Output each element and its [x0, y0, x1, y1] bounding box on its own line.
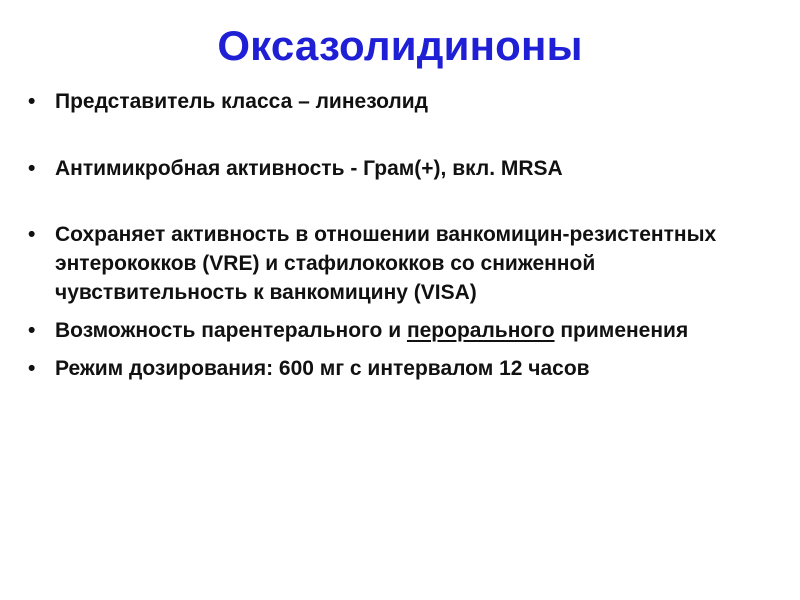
bullet-item: [28, 220, 760, 307]
bullet-text: Антимикробная активность - Грам(+), вкл. MRSA: [55, 157, 563, 180]
bullet-item: [28, 316, 760, 345]
bullet-list: [28, 87, 760, 383]
bullet-dot-icon: •: [28, 223, 36, 246]
bullet-item: [28, 87, 760, 116]
underlined-word: перорального: [406, 319, 555, 342]
bullet-text: Представитель класса – линезолид: [55, 90, 429, 113]
bullet-item: [28, 154, 760, 183]
bullet-dot-icon: •: [28, 90, 36, 113]
slide-title: Оксазолидиноны: [217, 22, 583, 69]
bullet-dot-icon: •: [28, 157, 36, 180]
bullet-dot-icon: •: [28, 319, 36, 342]
bullet-text: Режим дозирования: 600 мг с интервалом 12 часов: [55, 357, 590, 380]
bullet-text: Сохраняет активность в отношении ванкомицин-резистентных энтерококков (VRE) и стафилококков со сниженной чувствительность к ванкомицину (VISA): [55, 223, 717, 304]
bullet-text-part: Возможность парентерального и: [55, 319, 407, 342]
bullet-dot-icon: •: [28, 357, 36, 380]
bullet-text-part: применения: [554, 319, 689, 342]
bullet-item: [28, 354, 760, 383]
